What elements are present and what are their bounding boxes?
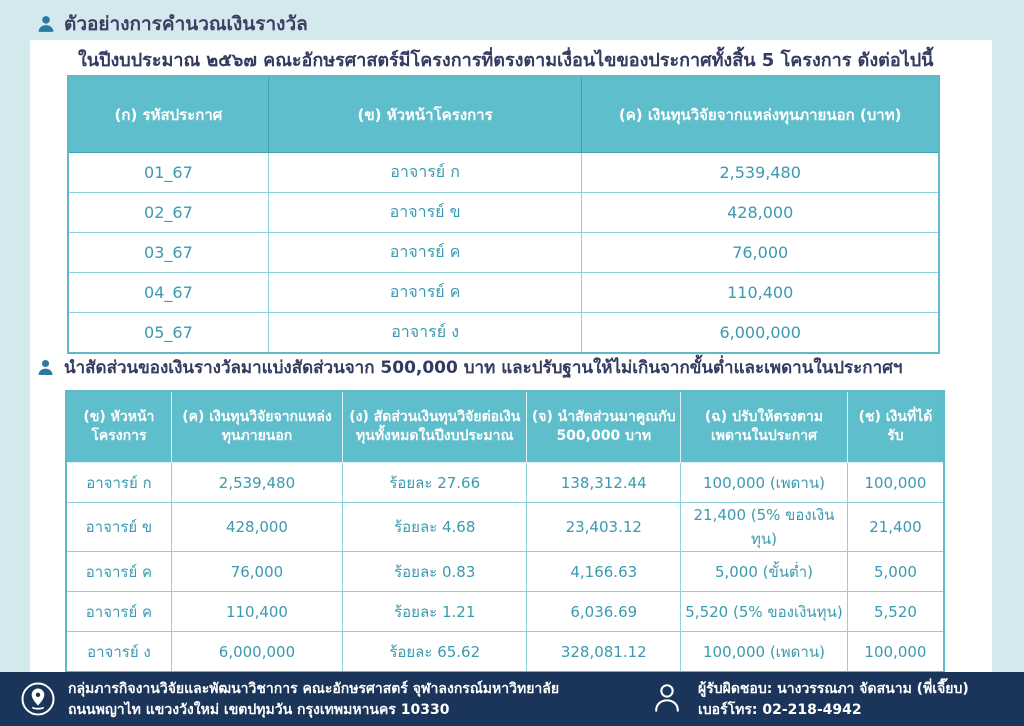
column-header: (ค) เงินทุนวิจัยจากแหล่งทุนภายนอก (บาท) [582, 76, 939, 153]
table-cell: 05_67 [68, 313, 268, 354]
table-cell: อาจารย์ ข [66, 503, 171, 552]
table-cell: 100,000 (เพดาน) [681, 632, 848, 673]
table-row [66, 592, 944, 632]
table-cell: ร้อยละ 4.68 [343, 503, 527, 552]
footer-address-lines [68, 679, 559, 720]
column-header: (ข) หัวหน้าโครงการ [66, 391, 171, 463]
table-row [66, 463, 944, 503]
column-header: (ฉ) ปรับให้ตรงตามเพดานในประกาศ [681, 391, 848, 463]
table-row [68, 193, 939, 233]
table-cell: 428,000 [582, 193, 939, 233]
column-header: (ข) หัวหน้าโครงการ [268, 76, 582, 153]
table-cell: 100,000 [847, 463, 944, 503]
person-bust-icon [36, 14, 56, 34]
footer-contact-line1: ผู้รับผิดชอบ: นางวรรณภา จัดสนาม (พี่เจี๊ยบ) [698, 680, 969, 697]
main-title-row [36, 9, 308, 39]
table-cell: 21,400 (5% ของเงินทุน) [681, 503, 848, 552]
table-cell: 100,000 [847, 632, 944, 673]
table-cell: อาจารย์ ก [66, 463, 171, 503]
section2-heading-row [36, 354, 902, 381]
location-pin-icon [20, 681, 56, 717]
table-cell: 01_67 [68, 153, 268, 193]
table-cell: 23,403.12 [527, 503, 681, 552]
footer-address-block [20, 672, 559, 726]
table-cell: 04_67 [68, 273, 268, 313]
table-cell: 2,539,480 [171, 463, 342, 503]
table-cell: อาจารย์ ง [268, 313, 582, 354]
person-bust-icon [36, 358, 56, 378]
table-cell: ร้อยละ 27.66 [343, 463, 527, 503]
column-header: (จ) นำสัดส่วนมาคูณกับ 500,000 บาท [527, 391, 681, 463]
table-cell: อาจารย์ ค [66, 592, 171, 632]
table-header-row [68, 76, 939, 153]
table-cell: 4,166.63 [527, 552, 681, 592]
footer-contact-line2: เบอร์โทร: 02-218-4942 [698, 701, 862, 718]
table-cell: 328,081.12 [527, 632, 681, 673]
page-title: ตัวอย่างการคำนวณเงินรางวัล [64, 13, 308, 35]
table-cell: 110,400 [582, 273, 939, 313]
column-header: (ก) รหัสประกาศ [68, 76, 268, 153]
footer-contact-lines [698, 679, 969, 720]
table-cell: 02_67 [68, 193, 268, 233]
table-cell: ร้อยละ 65.62 [343, 632, 527, 673]
table-cell: อาจารย์ ง [66, 632, 171, 673]
intro-text: ในปีงบประมาณ ๒๕๖๗ คณะอักษรศาสตร์มีโครงการที่ตรงตามเงื่อนไขของประกาศทั้งสิ้น 5 โครงการ ดังต่อไปนี้ [78, 50, 934, 71]
table-cell: อาจารย์ ข [268, 193, 582, 233]
column-header: (ง) สัดส่วนเงินทุนวิจัยต่อเงินทุนทั้งหมดในปีงบประมาณ [343, 391, 527, 463]
table-row [66, 552, 944, 592]
table-cell: 76,000 [582, 233, 939, 273]
table-cell: 6,036.69 [527, 592, 681, 632]
table-cell: 110,400 [171, 592, 342, 632]
table-cell: อาจารย์ ค [268, 233, 582, 273]
table-row [68, 313, 939, 354]
table-row [66, 503, 944, 552]
table-cell: 5,520 (5% ของเงินทุน) [681, 592, 848, 632]
table-cell: ร้อยละ 1.21 [343, 592, 527, 632]
table-header-row [66, 391, 944, 463]
table-cell: 03_67 [68, 233, 268, 273]
table-cell: 100,000 (เพดาน) [681, 463, 848, 503]
projects-table [67, 75, 940, 354]
table-cell: 5,000 (ขั้นต่ำ) [681, 552, 848, 592]
column-header: (ค) เงินทุนวิจัยจากแหล่งทุนภายนอก [171, 391, 342, 463]
column-header: (ช) เงินที่ได้รับ [847, 391, 944, 463]
table-cell: 21,400 [847, 503, 944, 552]
footer-contact-block [650, 672, 969, 726]
table-cell: 5,520 [847, 592, 944, 632]
table-cell: อาจารย์ ค [268, 273, 582, 313]
table-row [68, 233, 939, 273]
table-row [68, 153, 939, 193]
person-outline-icon [650, 681, 686, 717]
footer-bar [0, 672, 1024, 726]
calculation-table [65, 390, 945, 673]
table-cell: 6,000,000 [171, 632, 342, 673]
section2-heading: นำสัดส่วนของเงินรางวัลมาแบ่งสัดส่วนจาก 500,000 บาท และปรับฐานให้ไม่เกินจากขั้นต่ำและเพดานในประกาศฯ [64, 358, 903, 378]
table-cell: 138,312.44 [527, 463, 681, 503]
footer-address-line2: ถนนพญาไท แขวงวังใหม่ เขตปทุมวัน กรุงเทพมหานคร 10330 [68, 701, 450, 718]
footer-address-line1: กลุ่มภารกิจงานวิจัยและพัฒนาวิชาการ คณะอักษรศาสตร์ จุฬาลงกรณ์มหาวิทยาลัย [68, 680, 560, 697]
table-cell: 5,000 [847, 552, 944, 592]
table-cell: 2,539,480 [582, 153, 939, 193]
table-row [68, 273, 939, 313]
table-cell: อาจารย์ ก [268, 153, 582, 193]
table-cell: 76,000 [171, 552, 342, 592]
table-cell: ร้อยละ 0.83 [343, 552, 527, 592]
table-cell: อาจารย์ ค [66, 552, 171, 592]
table-cell: 428,000 [171, 503, 342, 552]
table-cell: 6,000,000 [582, 313, 939, 354]
table-row [66, 632, 944, 673]
